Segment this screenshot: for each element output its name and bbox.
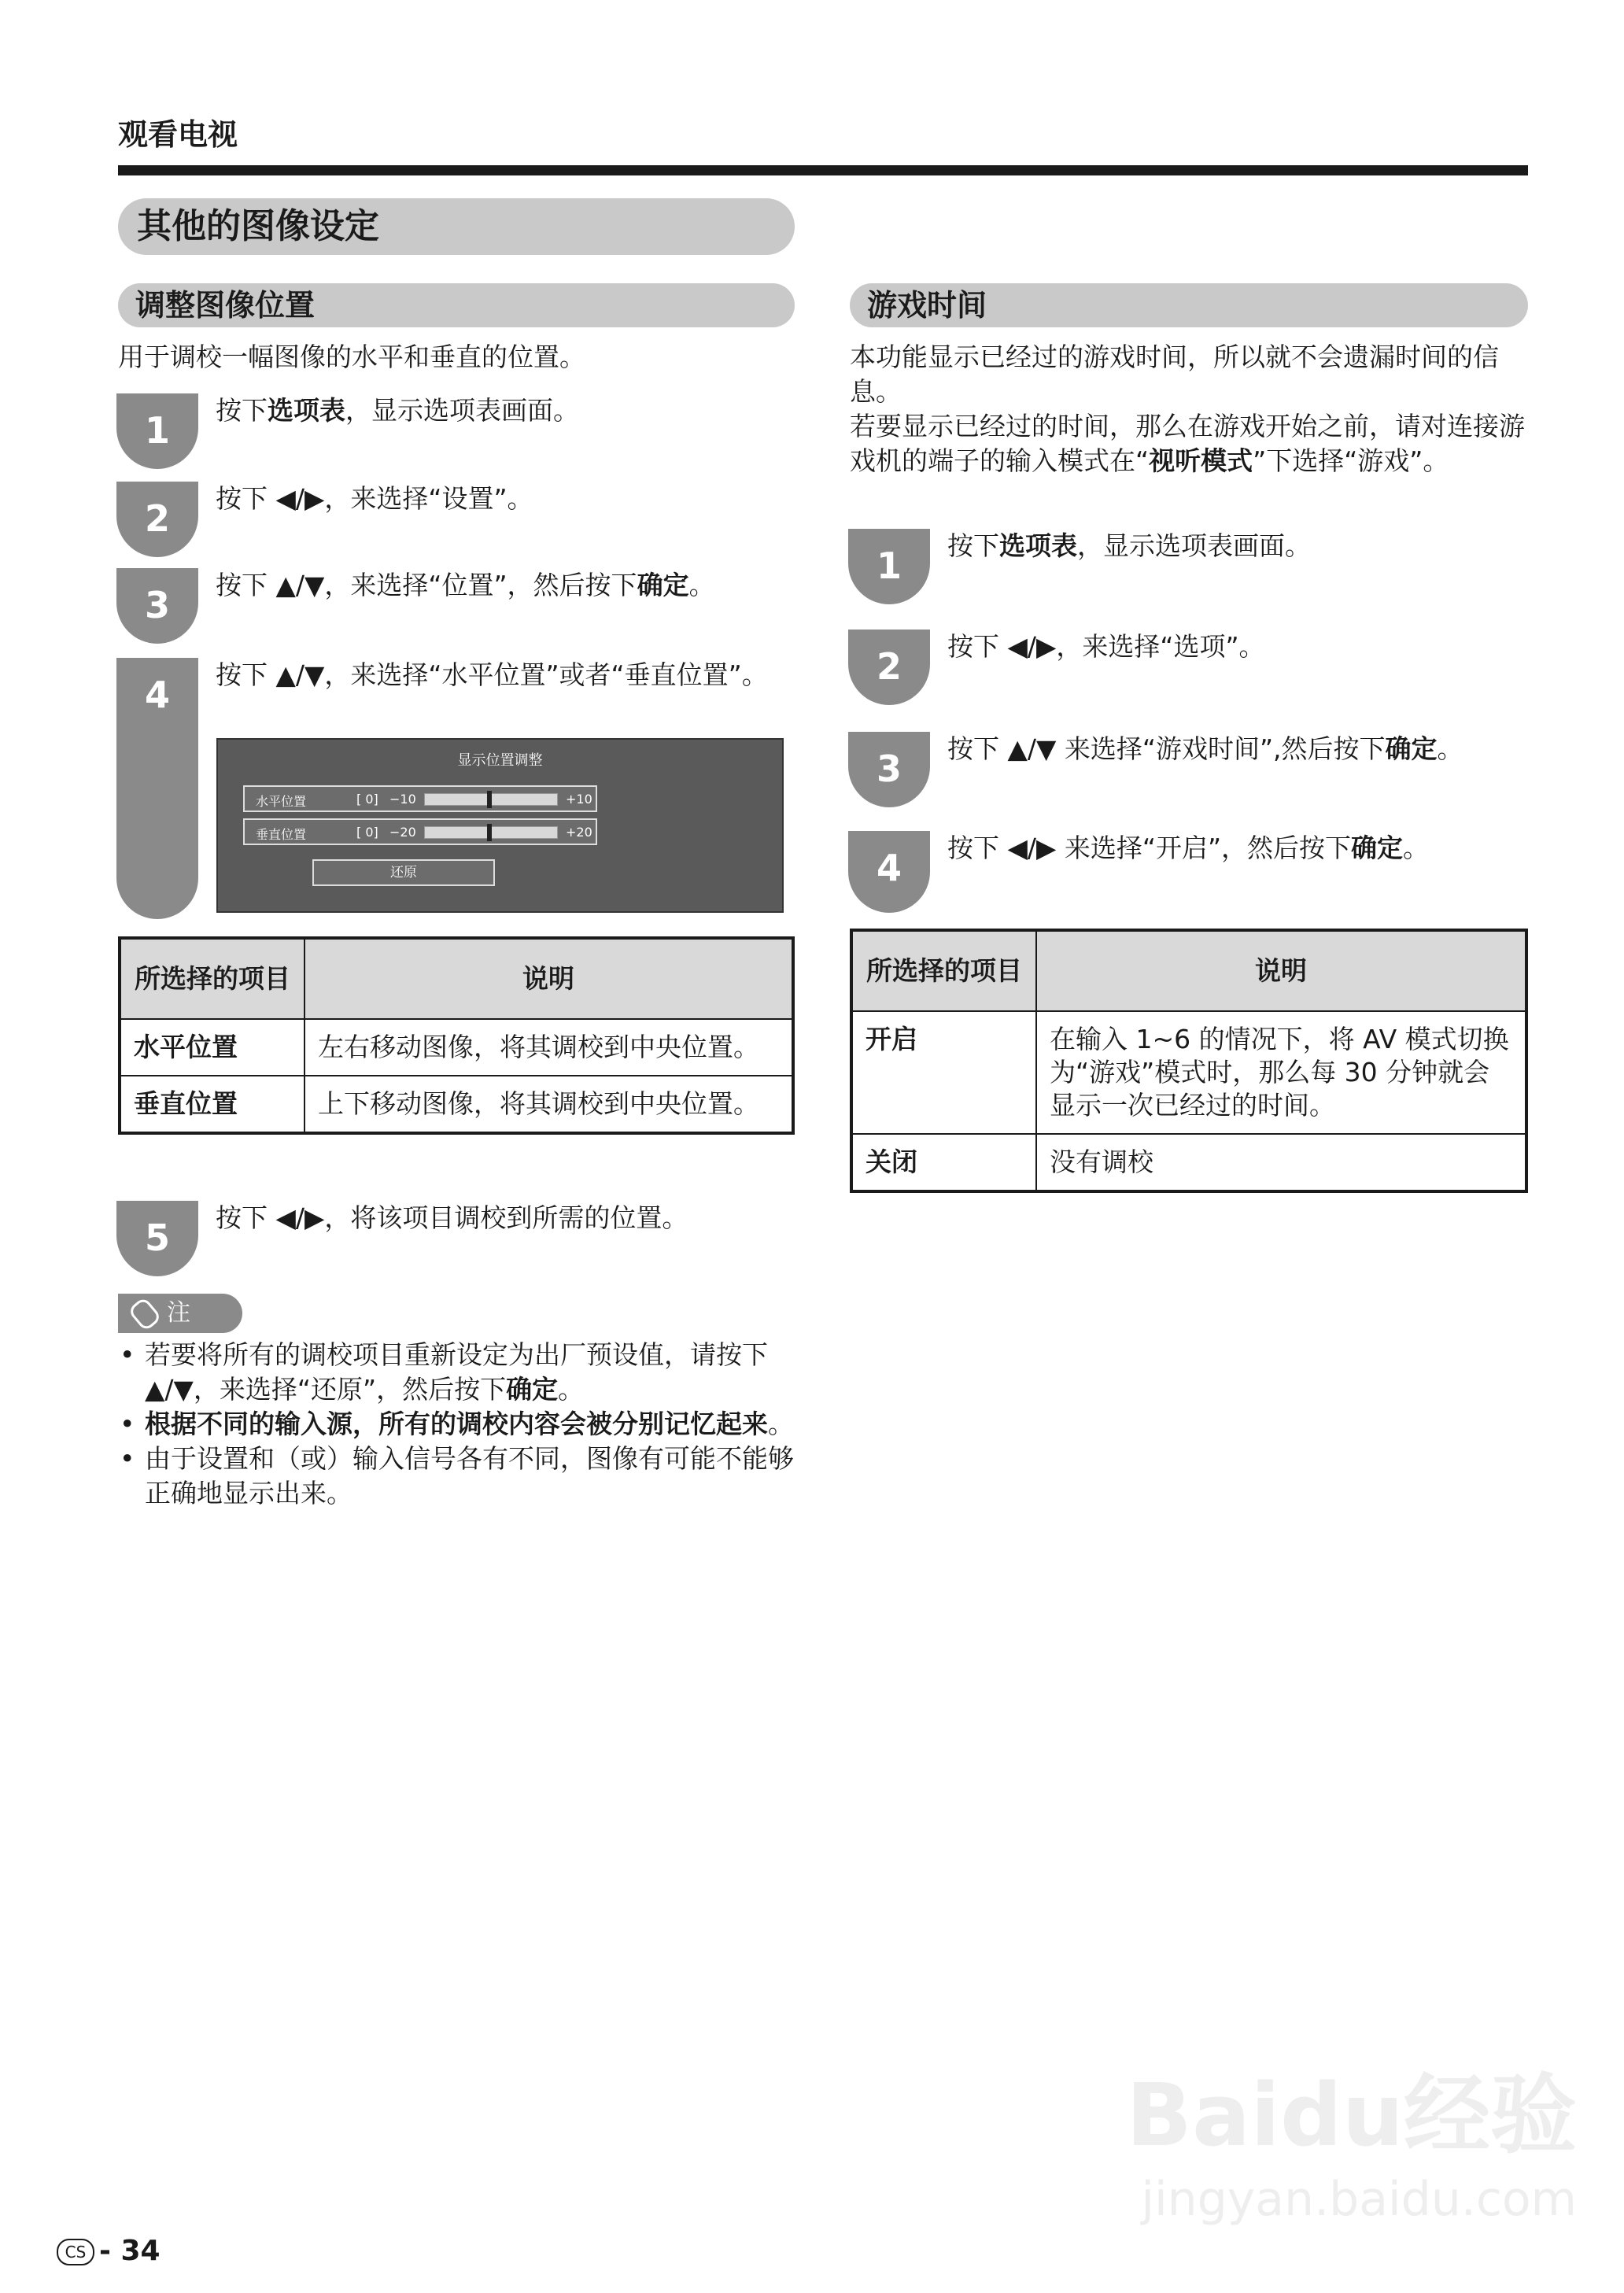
table-row <box>120 1076 793 1133</box>
step-badge: 3 <box>848 732 930 807</box>
row-max: +20 <box>566 825 592 840</box>
table-row <box>851 1134 1526 1191</box>
step-text: 按下 ▲/▼，来选择“位置”，然后按下确定。 <box>216 570 715 600</box>
watermark-url: jingyan.baidu.com <box>1141 2172 1577 2227</box>
reset-button[interactable]: 还原 <box>312 859 495 886</box>
step-badge: 2 <box>848 630 930 705</box>
page-footer <box>57 2235 161 2267</box>
step-badge: 4 <box>848 831 930 913</box>
step-text: 按下 ◀/▶，来选择“设置”。 <box>216 483 533 514</box>
table-cell-desc: 左右移动图像，将其调校到中央位置。 <box>304 1019 793 1076</box>
watermark-logo: Baidu经验 <box>1126 2065 1577 2166</box>
slider-vertical[interactable] <box>424 826 558 839</box>
table-header: 说明 <box>304 938 793 1019</box>
step-badge: 4 <box>116 658 198 919</box>
table-row <box>120 1019 793 1076</box>
row-value: [ 0] <box>356 825 378 840</box>
intro-position: 用于调校一幅图像的水平和垂直的位置。 <box>118 342 585 372</box>
screen-row-horizontal[interactable] <box>243 785 597 812</box>
slider-horizontal[interactable] <box>424 793 558 806</box>
page-title: 其他的图像设定 <box>118 198 795 255</box>
paperclip-icon <box>127 1296 163 1332</box>
language-badge: CS <box>57 2239 94 2265</box>
step-text: 按下 ▲/▼ 来选择“游戏时间”,然后按下确定。 <box>947 733 1463 764</box>
tv-screen-menu <box>216 738 784 913</box>
step-badge: 2 <box>116 482 198 557</box>
step-text: 按下选项表，显示选项表画面。 <box>216 395 579 426</box>
table-cell-desc: 没有调校 <box>1036 1134 1526 1191</box>
row-max: +10 <box>566 792 592 807</box>
screen-title: 显示位置调整 <box>457 752 543 769</box>
section-title-position: 调整图像位置 <box>118 283 795 327</box>
table-cell-key: 水平位置 <box>120 1019 304 1076</box>
step-badge: 1 <box>848 529 930 604</box>
table-header: 说明 <box>1036 930 1526 1011</box>
table-cell-desc: 上下移动图像，将其调校到中央位置。 <box>304 1076 793 1133</box>
position-table <box>118 936 795 1135</box>
intro-game-time: 本功能显示已经过的游戏时间，所以就不会遗漏时间的信息。 若要显示已经过的时间，那么在游戏开始之前，请对连接游戏机的端子的输入模式在“视听模式”下选择“游戏”。 <box>850 342 1525 476</box>
table-cell-desc: 在输入 1~6 的情况下，将 AV 模式切换为“游戏”模式时，那么每 30 分钟就会显示一次已经过的时间。 <box>1036 1011 1526 1134</box>
step-text: 按下 ▲/▼，来选择“水平位置”或者“垂直位置”。 <box>216 659 768 690</box>
list-item: • 根据不同的输入源，所有的调校内容会被分别记忆起来。 <box>118 1407 795 1442</box>
section-header: 观看电视 <box>118 117 238 152</box>
row-min: −10 <box>389 792 416 807</box>
table-cell-key: 开启 <box>851 1011 1036 1134</box>
step-badge: 3 <box>116 568 198 644</box>
section-title-game-time: 游戏时间 <box>850 283 1528 327</box>
list-item: • 由于设置和（或）输入信号各有不同，图像有可能不能够正确地显示出来。 <box>118 1442 795 1511</box>
step-text: 按下 ◀/▶，将该项目调校到所需的位置。 <box>216 1202 688 1233</box>
slider-thumb[interactable] <box>487 824 492 841</box>
note-list <box>118 1338 795 1511</box>
table-header: 所选择的项目 <box>851 930 1036 1011</box>
step-text: 按下选项表，显示选项表画面。 <box>947 530 1311 561</box>
step-badge: 5 <box>116 1201 198 1276</box>
step-badge: 1 <box>116 393 198 469</box>
step-text: 按下 ◀/▶，来选择“选项”。 <box>947 631 1265 662</box>
game-time-table <box>850 929 1528 1193</box>
slider-thumb[interactable] <box>487 791 492 808</box>
note-label: 注 <box>118 1294 242 1333</box>
row-label: 垂直位置 <box>256 827 307 842</box>
row-label: 水平位置 <box>256 794 307 809</box>
header-rule <box>118 165 1528 175</box>
table-cell-key: 垂直位置 <box>120 1076 304 1133</box>
table-cell-key: 关闭 <box>851 1134 1036 1191</box>
page-number: 34 <box>120 2235 161 2267</box>
table-row <box>851 1011 1526 1134</box>
table-header: 所选择的项目 <box>120 938 304 1019</box>
screen-row-vertical[interactable] <box>243 818 597 845</box>
footer-separator: - <box>99 2235 111 2267</box>
step-text: 按下 ◀/▶ 来选择“开启”，然后按下确定。 <box>947 833 1430 863</box>
row-min: −20 <box>389 825 416 840</box>
row-value: [ 0] <box>356 792 378 807</box>
list-item: • 若要将所有的调校项目重新设定为出厂预设值，请按下 ▲/▼，来选择“还原”，然后按下确定。 <box>118 1338 795 1407</box>
